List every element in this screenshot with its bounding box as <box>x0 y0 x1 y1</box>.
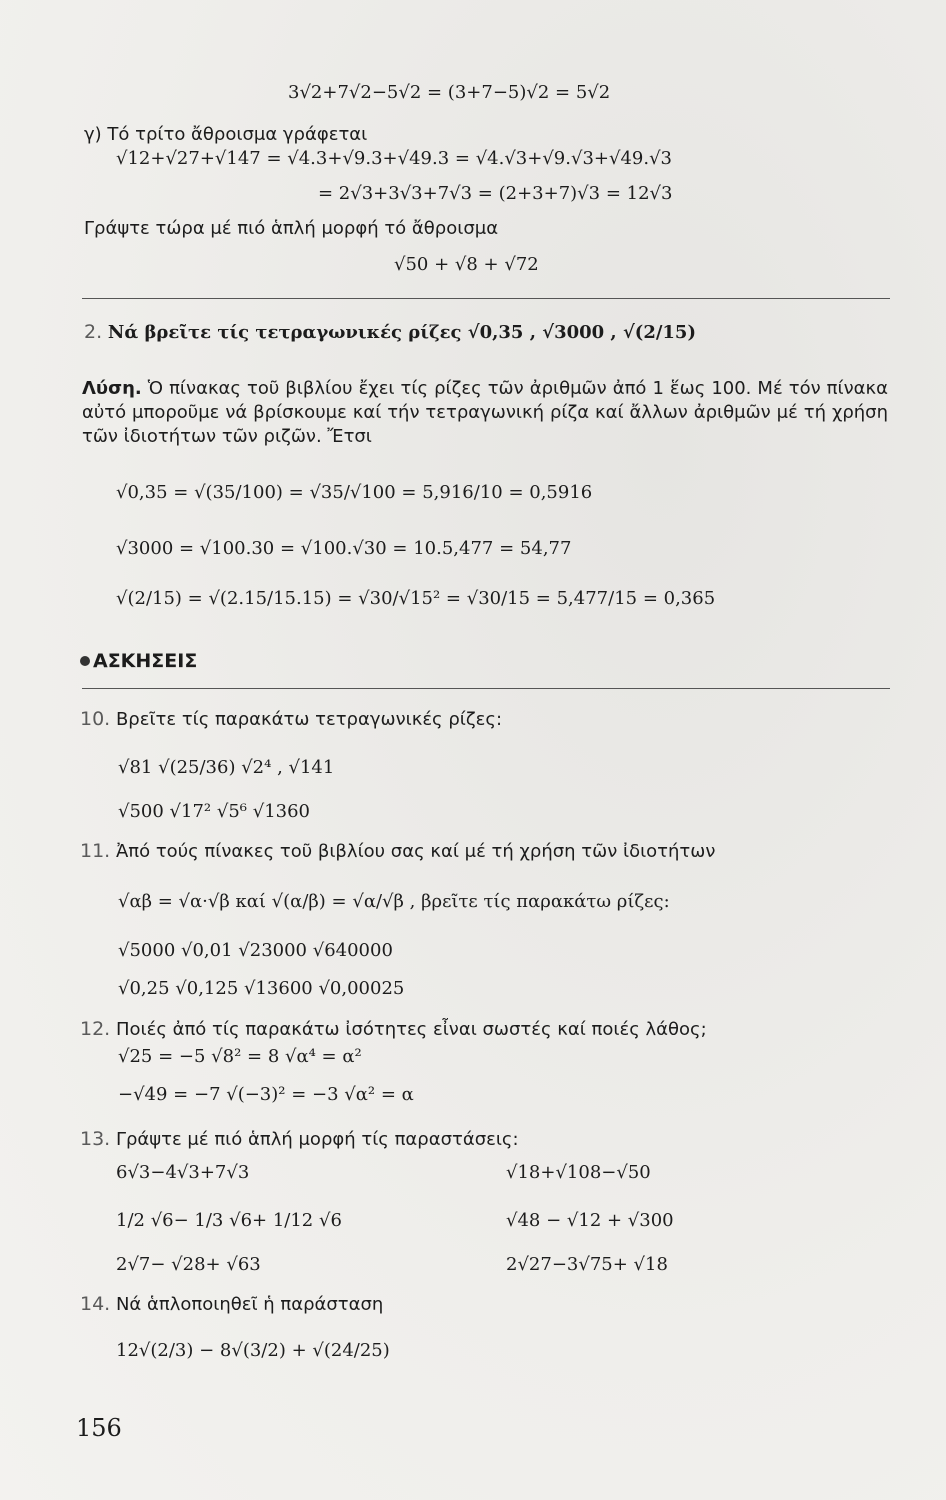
exercises-heading-text: ΑΣΚΗΣΕΙΣ <box>93 650 198 672</box>
expression-c: 1/2 √6− 1/3 √6+ 1/12 √6 <box>116 1210 342 1231</box>
exercise-11 <box>80 840 715 863</box>
exercise-statement: Ποιές ἀπό τίς παρακάτω ἰσότητες εἶναι σωστές καί ποιές λάθος; <box>115 1019 707 1040</box>
exercise-properties: √αβ = √α·√β καί √(α/β) = √α/√β , βρεῖτε τίς παρακάτω ρίζες: <box>118 891 670 912</box>
exercise-statement: Ἀπό τούς πίνακες τοῦ βιβλίου σας καί μέ τή χρήση τῶν ἰδιοτήτων <box>115 841 716 862</box>
text-line: γ) Τό τρίτο ἄθροισμα γράφεται <box>84 124 368 145</box>
exercise-statement: Βρεῖτε τίς παρακάτω τετραγωνικές ρίζες: <box>115 709 503 730</box>
exercise-14 <box>80 1293 383 1316</box>
equation-line: √3000 = √100.30 = √100.√30 = 10.5,477 = 54,77 <box>116 538 572 559</box>
exercise-row: −√49 = −7 √(−3)² = −3 √α² = α <box>118 1084 414 1105</box>
bullet-icon <box>80 656 90 666</box>
expression-14: 12√(2/3) − 8√(3/2) + √(24/25) <box>116 1340 390 1361</box>
equation-line: √(2/15) = √(2.15/15.15) = √30/√15² = √30/15 = 5,477/15 = 0,365 <box>116 588 716 609</box>
equation-line: √0,35 = √(35/100) = √35/√100 = 5,916/10 = 0,5916 <box>116 482 593 503</box>
exercise-statement: Γράψτε μέ πιό ἁπλή μορφή τίς παραστάσεις: <box>115 1129 519 1150</box>
exercise-number: 11. <box>80 840 111 862</box>
exercise-10 <box>80 708 502 731</box>
exercise-row: √81 √(25/36) √2⁴ , √141 <box>118 757 335 778</box>
expression-e: 2√7− √28+ √63 <box>116 1254 261 1275</box>
equation-line: √12+√27+√147 = √4.3+√9.3+√49.3 = √4.√3+√9.√3+√49.√3 <box>116 148 673 169</box>
exercise-12 <box>80 1018 707 1041</box>
section-divider <box>82 688 890 689</box>
section-divider <box>82 298 890 299</box>
solution-paragraph <box>82 377 888 449</box>
expression-d: √48 − √12 + √300 <box>506 1210 674 1231</box>
expression-a: 6√3−4√3+7√3 <box>116 1162 250 1183</box>
exercise-13 <box>80 1128 519 1151</box>
exercise-statement: Νά ἁπλοποιηθεῖ ἡ παράσταση <box>115 1294 384 1315</box>
problem-number: 2. <box>84 321 103 343</box>
solution-text: Ὁ πίνακας τοῦ βιβλίου ἔχει τίς ρίζες τῶν ἀριθμῶν ἀπό 1 ἕως 100. Μέ τόν πίνακα αὐτό μποροῦμε νά βρίσκουμε καί τήν τετραγωνική ρίζα καί ἄλλων ἀριθμῶν μέ τή χρήση τῶν ἰδιοτήτων τῶν ριζῶν. Ἔτσι <box>82 378 888 447</box>
solution-label: Λύση. <box>82 378 142 399</box>
expression-f: 2√27−3√75+ √18 <box>506 1254 668 1275</box>
exercise-row: √500 √17² √5⁶ √1360 <box>118 801 310 822</box>
exercise-row: √5000 √0,01 √23000 √640000 <box>118 940 393 961</box>
equation-line: 3√2+7√2−5√2 = (3+7−5)√2 = 5√2 <box>288 82 611 103</box>
exercise-number: 14. <box>80 1293 111 1315</box>
exercise-number: 12. <box>80 1018 111 1040</box>
page-number: 156 <box>76 1414 122 1442</box>
problem-2 <box>84 321 696 344</box>
equation-line: √50 + √8 + √72 <box>394 254 539 275</box>
exercise-number: 10. <box>80 708 111 730</box>
expression-b: √18+√108−√50 <box>506 1162 651 1183</box>
text-line: Γράψτε τώρα μέ πιό ἁπλή μορφή τό ἄθροισμα <box>84 218 499 239</box>
exercises-heading <box>80 650 197 672</box>
exercise-number: 13. <box>80 1128 111 1150</box>
problem-statement: Νά βρεῖτε τίς τετραγωνικές ρίζες √0,35 , √3000 , √(2/15) <box>107 322 696 343</box>
equation-line: = 2√3+3√3+7√3 = (2+3+7)√3 = 12√3 <box>318 183 673 204</box>
exercise-row: √0,25 √0,125 √13600 √0,00025 <box>118 978 405 999</box>
exercise-row: √25 = −5 √8² = 8 √α⁴ = α² <box>118 1046 362 1067</box>
